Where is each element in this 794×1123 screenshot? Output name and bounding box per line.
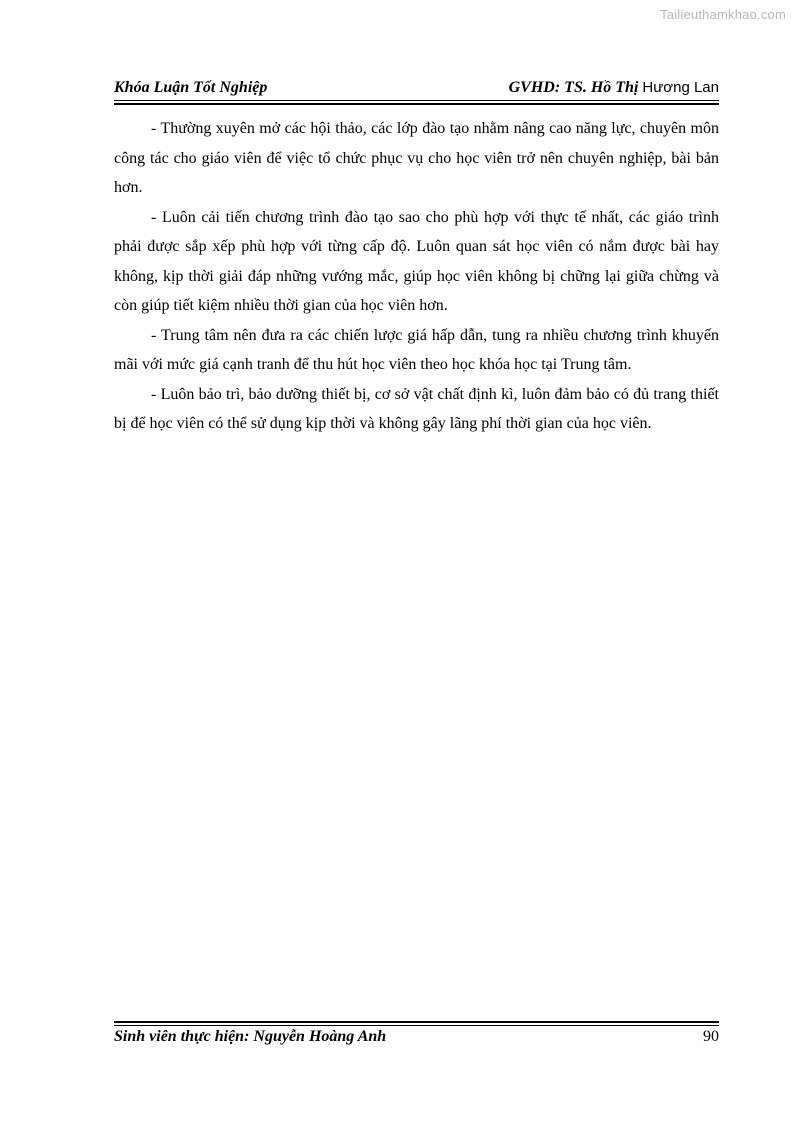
paragraph: - Thường xuyên mở các hội thảo, các lớp đào tạo nhằm nâng cao năng lực, chuyên môn công tác cho giáo viên để việc tổ chức phục vụ cho học viên trở nên chuyên nghiệp, bài bản hơn.	[114, 120, 719, 196]
header-title: Khóa Luận Tốt Nghiệp	[114, 79, 268, 96]
header-supervisor-name: Hương Lan	[642, 79, 719, 96]
header-rule-thick	[114, 103, 719, 105]
header-supervisor	[509, 79, 719, 97]
footer-rule-thin	[114, 1025, 719, 1026]
paragraph: - Luôn bảo trì, bảo dưỡng thiết bị, cơ sở vật chất định kì, luôn đảm bảo có đủ trang thiết bị để học viên có thể sử dụng kịp thời và không gây lãng phí thời gian của học viên.	[114, 385, 719, 432]
body-text	[114, 114, 719, 439]
watermark: Tailieuthamkhao.com	[660, 7, 786, 22]
page-footer	[114, 1028, 719, 1046]
paragraph: - Luôn cải tiến chương trình đào tạo sao cho phù hợp với thực tế nhất, các giáo trình phải được sắp xếp phù hợp với từng cấp độ. Luôn quan sát học viên có nắm được bài hay không, kịp thời giải đáp những vướng mắc, giúp học viên không bị chững lại giữa chừng và còn giúp tiết kiệm nhiều thời gian của học viên hơn.	[114, 208, 719, 314]
footer-author: Sinh viên thực hiện: Nguyễn Hoàng Anh	[114, 1028, 387, 1045]
page-header	[114, 79, 719, 99]
footer-rule-thick	[114, 1021, 719, 1023]
header-supervisor-bold: GVHD: TS. Hồ Thị	[508, 79, 639, 96]
page-number: 90	[703, 1028, 719, 1045]
paragraph: - Trung tâm nên đưa ra các chiến lược giá hấp dẫn, tung ra nhiều chương trình khuyến mãi với mức giá cạnh tranh để thu hút học viên theo học khóa học tại Trung tâm.	[114, 326, 719, 373]
header-rule-thin	[114, 100, 719, 101]
